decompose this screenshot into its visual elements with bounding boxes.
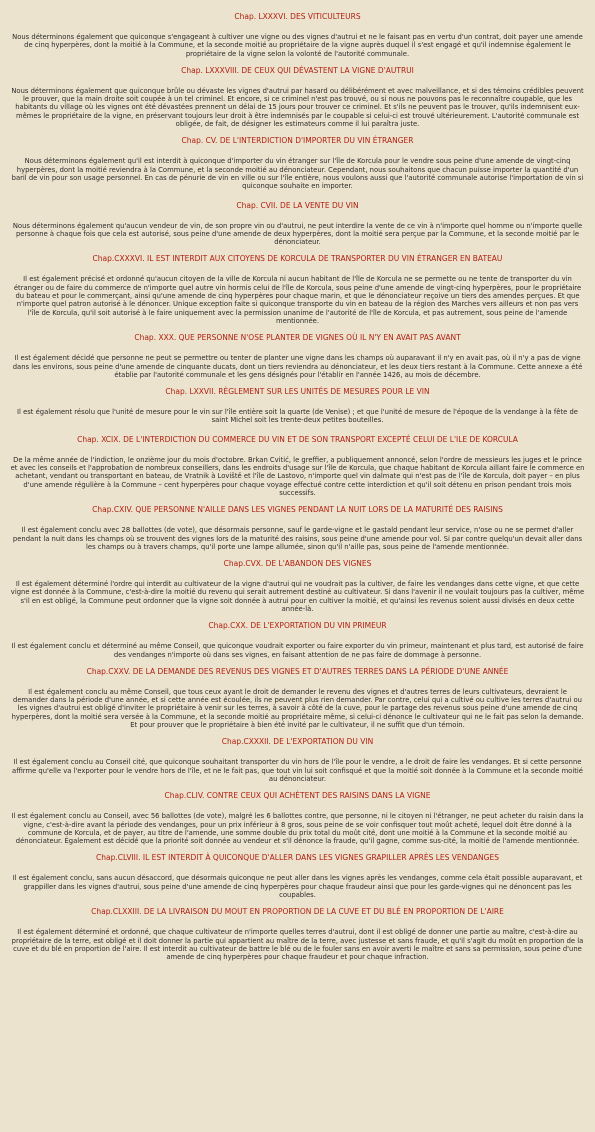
chapter-114 [10, 505, 585, 551]
chapter-88 [10, 66, 585, 128]
chapter-99 [10, 435, 585, 497]
chapter-132 [10, 737, 585, 783]
chapter-107 [10, 201, 585, 247]
chapter-title: Chap. LXXXVIII. DE CEUX QUI DÉVASTENT LA VIGNE D'AUTRUI [181, 65, 414, 75]
chapter-title: Chap. XXX. QUE PERSONNE N'OSE PLANTER DE VIGNES OÙ IL N'Y EN AVAIT PAS AVANT [134, 333, 461, 343]
chapter-text: Il est également conclu au Conseil cité, que quiconque souhaitant transporter du vin hors de l'île pour le vendre, a le droit de faire les vendanges. Et si cette personne affirme qu'elle va l'exporter pour le vendre hors de l'île, et ne le fait pas, que tout vin lui soit confisqué et que la moitié soit donnée à la Commune et la seconde moitié au dénonciateur. [12, 758, 583, 783]
chapter-115 [10, 559, 585, 613]
chapter-text: Il est également conclu, sans aucun désaccord, que désormais quiconque ne peut aller dans les vignes après les vendanges, comme cela était possible auparavant, et grappiller dans les vignes d'autrui, sous peine d'une amende de cinq hyperpères pour chaque fraudeur ainsi que pour les garde-vignes qui ne dénoncent pas les coupables. [12, 874, 583, 900]
chapter-text: De la même année de l'indiction, le onzième jour du mois d'octobre. Brkan Cvitić, le greffier, a publiquement annoncé, selon l'ordre de messieurs les juges et le prince et avec les conseils et l'approbation de nombreux conseillers, dans les endroits d'usage sur l'île de Korcula, que chaque habitant de Korcula aillant faire le commerce en achetant, vendant ou transportant en bateau, de Vratnik à Loviště et l'île de Lastovo, n'importe quel vin dalmate qui n'est pas de l'île de Korcula, doit payer – en plus d'une amende régulière à la Commune – cent hyperpères pour chaque voyage effectué contre cette interdiction et qu'il soit détenu en prison pendant trois mois successifs. [10, 455, 585, 497]
chapter-title: Chap.CXX. DE L'EXPORTATION DU VIN PRIMEUR [208, 621, 387, 631]
chapter-title: Chap.CXXV. DE LA DEMANDE DES REVENUS DES VIGNES ET D'AUTRES TERRES DANS LA PÉRIODE D'UNE ANNÉE [86, 666, 509, 676]
chapter-30 [10, 333, 585, 379]
chapter-86 [10, 12, 585, 58]
chapter-154 [10, 791, 585, 845]
chapter-title: Chap.CLIV. CONTRE CEUX QUI ACHÈTENT DES RAISINS DANS LA VIGNE [164, 791, 431, 801]
chapter-125 [10, 667, 585, 729]
chapter-text: Nous déterminons également qu'aucun vendeur de vin, de son propre vin ou d'autrui, ne peut interdire la vente de ce vin à n'importe quel homme ou n'importe quelle personne à chaque fois que cela est autorisé, sous peine d'une amende de deux hyperpères, dont la moitié sera perçue par la Commune, et la seconde moitié par le dénonciateur. [12, 221, 583, 247]
chapter-77 [10, 387, 585, 425]
chapter-title: Chap. CVII. DE LA VENTE DU VIN [236, 200, 359, 210]
chapter-text: Il est également conclu avec 28 ballottes (de vote), que désormais personne, sauf le garde-vigne et le gastald pendant leur service, n'ose ou ne se permet d'aller pendant la nuit dans les champs où se trouvent des vignes lors de la maturité des raisins, sous peine d'une amende pour vol. Si par contre quelqu'un devait aller dans les champs ou à travers champs, qu'il porte une lampe allumée, sinon qu'il n'aille pas, sous peine de l'amende mentionnée. [12, 526, 583, 551]
chapter-text: Nous déterminons également que quiconque s'engageant à cultiver une vigne ou des vignes d'autrui et ne le faisant pas en vertu d'un contrat, doit payer une amende de cinq hyperpères, dont la moitié à la Commune, et la seconde moitié au propriétaire de la vigne auprès duquel il s'est engagé et qu'il indemnise également le propriétaire de la vigne selon la volonté de l'autorité communale. [12, 33, 583, 58]
chapter-title: Chap.CLVIII. IL EST INTERDIT À QUICONQUE D'ALLER DANS LES VIGNES GRAPILLER APRÈS LES VENDANGES [96, 853, 499, 863]
chapter-title: Chap.CLXXIII. DE LA LIVRAISON DU MOUT EN PROPORTION DE LA CUVE ET DU BLÉ EN PROPORTION DE L'AIRE [91, 907, 504, 917]
chapter-173 [10, 907, 585, 961]
chapter-title: Chap.CXXXVI. IL EST INTERDIT AUX CITOYENS DE KORCULA DE TRANSPORTER DU VIN ÉTRANGER EN BATEAU [92, 254, 503, 264]
chapter-title: Chap. CV. DE L'INTERDICTION D'IMPORTER DU VIN ÉTRANGER [181, 136, 414, 146]
chapter-158 [10, 853, 585, 899]
chapter-text: Il est également résolu que l'unité de mesure pour le vin sur l'île entière soit la quarte (de Venise) ; et que l'unité de mesure de l'époque de la vendange à la fête de saint Michel soit les trente-deux petites bouteilles. [17, 408, 578, 425]
chapter-text: Il est également précisé et ordonné qu'aucun citoyen de la ville de Korcula ni aucun habitant de l'île de Korcula ne se permette ou ne tente de transporter du vin étranger ou de faire du commerce de n'importe quel autre vin hormis celui de l'île de Korcula, sous peine d'une amende de vingt-cinq hyperpères, pour le propriétaire du bateau et pour le commerçant, ainsi qu'une amende de cinq hyperpères pour chaque marin, et que le dénonciateur reçoive un tiers des amendes perçues. Et que n'importe quel patron autorisé à le dénoncer. Unique exception faite si quiconque transporte du vin en bateau de la région des Marches vers ailleurs et non pas vers l'île de Korcula, qu'il soit autorisé à le faire uniquement avec la permission unanime de l'autorité de l'île de Korcula, et pas autrement, sous peine de l'amende mentionnée. [13, 275, 582, 325]
chapter-120 [10, 621, 585, 659]
chapter-136 [10, 254, 585, 325]
chapter-text: Il est également conclu au Conseil, avec 56 ballottes (de vote), malgré les 6 ballottes contre, que personne, ni le citoyen ni l'étranger, ne peut acheter du raisin dans la vigne, c'est-à-dire avant la période des vendanges, pour un prix inférieur à 8 gros, sous peine de se voir confisquer tout moût acheté, lequel doit être donné à la commune de Korcula, et de payer, au titre de l'amende, une somme double du prix total du moût cité, dont une moitié à la Commune et la seconde moitié au dénonciateur. Également est décidé que la priorité soit donnée au vendeur et s'il dénonce la fraude, qu'il gagne, comme sus-cité, la moitié de l'amende mentionnée. [11, 812, 584, 846]
chapter-title: Chap.CXIV. QUE PERSONNE N'AILLE DANS LES VIGNES PENDANT LA NUIT LORS DE LA MATURITÉ DES RAISINS [92, 505, 503, 515]
chapter-title: Chap.CXXXII. DE L'EXPORTATION DU VIN [221, 737, 374, 747]
chapter-text: Il est également conclu au même Conseil, que tous ceux ayant le droit de demander le revenu des vignes et d'autres terres de leurs cultivateurs, devraient le demander dans la période d'une année, et si cette année est écoulée, ils ne peuvent plus rien demander. Par contre, celui qui a cultivé ou cultive les terres d'autrui ou les vignes d'autrui est obligé d'inviter le propriétaire à venir sur les terres, à savoir à côté de la cuve, pour le partage des revenus sous peine d'une amende de cinq hyperpères, dont la moitié sera versée à la Commune, et la seconde moitié au propriétaire même, si celui-ci dénonce le cultivateur qui ne le fait pas selon la demande. Et pour prouver que le propriétaire à bien été invité par le cultivateur, il ne suffit que d'un témoin. [11, 687, 584, 730]
chapter-text: Il est également conclu et déterminé au même Conseil, que quiconque voudrait exporter ou faire exporter du vin primeur, maintenant et plus tard, est autorisé de faire des vendanges n'importe où dans ses vignes, en faisant attention de ne pas faire de dommage à personne. [11, 642, 584, 659]
chapter-title: Chap. LXXXVI. DES VITICULTEURS [234, 12, 361, 21]
chapter-text: Il est également déterminé l'ordre qui interdit au cultivateur de la vigne d'autrui qui ne voudrait pas la cultiver, de faire les vendanges dans cette vigne, et que cette vigne est donnée à la Commune, c'est-à-dire la moitié du revenu qui serait autrement destiné au cultivateur. Si dans l'avenir il ne voulait toujours pas la cultiver, même s'il en est obligé, la Commune peut ordonner que la vigne soit donnée à autrui pour en cultiver la moitié, et qu'ainsi les revenus soient aussi divisés en deux cette année-là. [10, 580, 585, 613]
chapter-title: Chap. XCIX. DE L'INTERDICTION DU COMMERCE DU VIN ET DE SON TRANSPORT EXCEPTÉ CELUI DE L'ILE DE KORCULA [77, 434, 518, 444]
chapter-title: Chap. LXXVII. RÈGLEMENT SUR LES UNITÉS DE MESURES POUR LE VIN [165, 387, 430, 397]
chapter-text: Nous déterminons également qu'il est interdit à quiconque d'importer du vin étranger sur l'île de Korcula pour le vendre sous peine d'une amende de vingt-cinq hyperpères, dont la moitié reviendra à la Commune, et la seconde moitié au dénonciateur. Cependant, nous souhaitons que chacun puisse importer la quantité d'un baril de vin pour son usage personnel. En cas de pénurie de vin en ville ou sur l'île entière, nous voulons aussi que l'autorité communale autorise l'importation de vin si quiconque souhaite en importer. [11, 157, 584, 191]
chapter-text: Nous déterminons également que quiconque brûle ou dévaste les vignes d'autrui par hasard ou délibérément et avec malveillance, et si des témoins crédibles peuvent le prouver, que la main droite soit coupée à un tel criminel. Et encore, si ce criminel n'est pas trouvé, ou si nous ne pouvons pas le reconnaître coupable, que les habitants du village où les vignes ont été dévastées prennent un délai de 15 jours pour trouver ce criminel. Et s'ils ne peuvent pas le trouver, qu'ils indemnisent eux-mêmes le propriétaire de la vigne, en préservant toujours leur droit à être indemnisés par le coupable si celui-ci est trouvé ultérieurement. L'autorité communale est obligée, de fait, de désigner les estimateurs comme il lui paraîtra juste. [11, 86, 584, 129]
chapter-title: Chap.CVX. DE L'ABANDON DES VIGNES [223, 559, 372, 569]
chapter-text: Il est également déterminé et ordonné, que chaque cultivateur de n'importe quelles terres d'autrui, dont il est obligé de donner une partie au maître, c'est-à-dire au propriétaire de la terre, est obligé et il doit donner la partie qui appartient au maître de la terre, avec justesse et sans fraude, et qu'il s'agit du moût en proportion de la cuve et du blé en proportion de l'aire. Il est interdit au cultivateur de battre le blé ou de le fouler sans en avoir averti le maître et sans sa permission, sous peine d'une amende de cinq hyperpères pour chaque fraudeur et pour chaque infraction. [11, 928, 584, 962]
chapter-105 [10, 136, 585, 190]
chapter-text: Il est également décidé que personne ne peut se permettre ou tenter de planter une vigne dans les champs où auparavant il n'y en avait pas, où il n'y a pas de vigne dans les environs, sous peine d'une amende de cinquante ducats, dont un tiers reviendra au dénonciateur, et les deux tiers restant à la Commune. Cette annexe a été établie par l'autorité communale et les gens désignés pour l'établir en l'année 1426, au mois de décembre. [12, 354, 583, 379]
